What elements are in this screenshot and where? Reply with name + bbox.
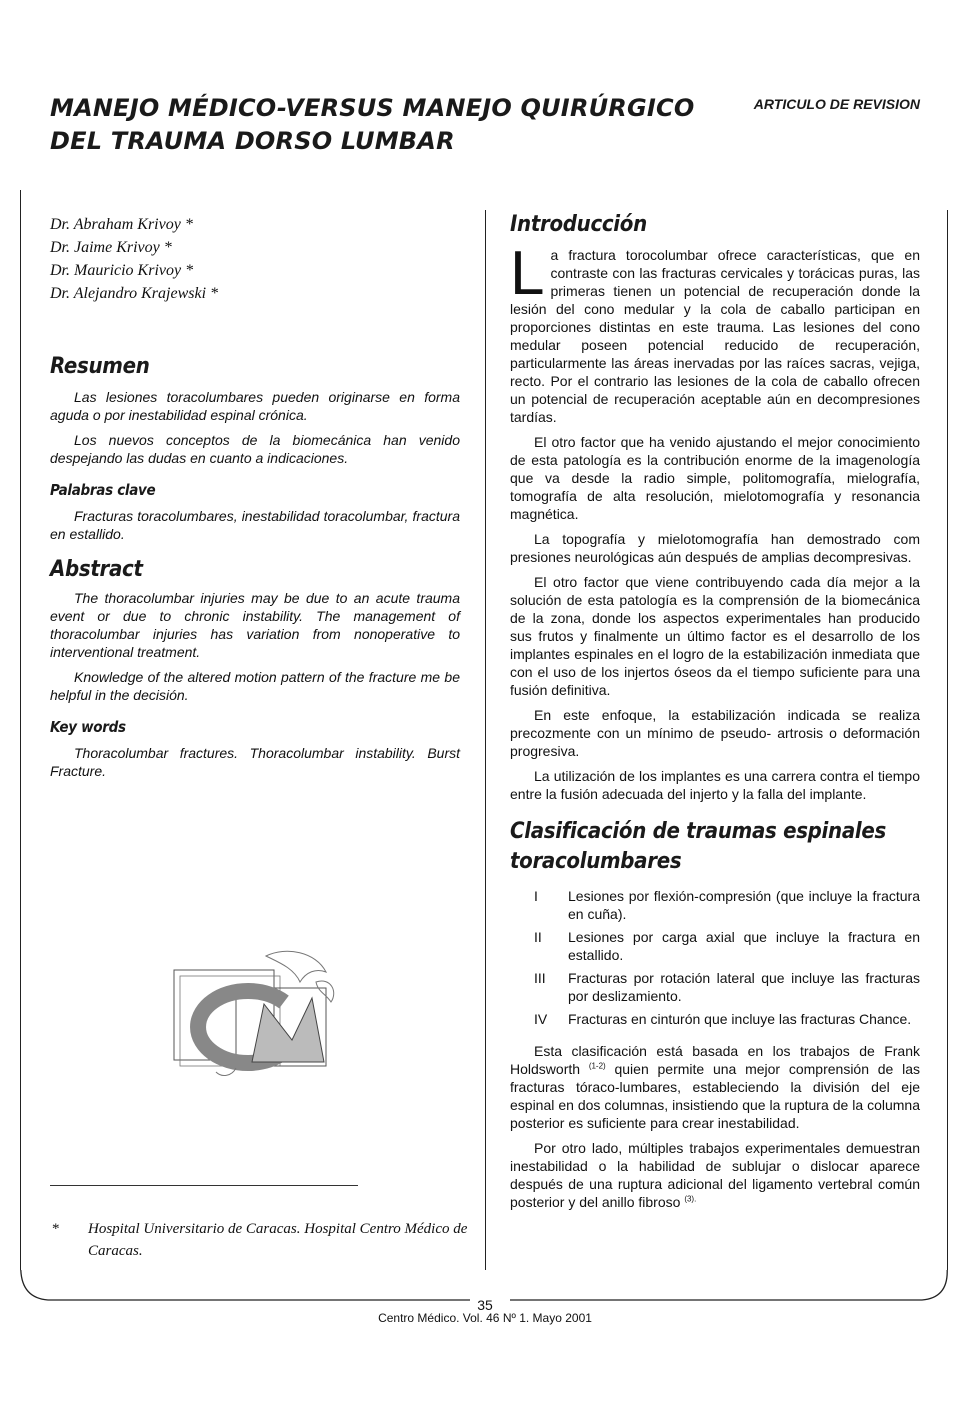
introduccion-paragraph: El otro factor que viene contribuyendo cada día mejor a la solución de esta patología es la comprensión de la biomecánica de la zona, donde los aspectos experimentales han producido sus frutos y finalmente un último factor es el desarrollo de los implantes espinales en el logro de la estabilización inmediata que con el uso de los injertos óseos da el tiempo suficiente para una fusión definitiva. (510, 574, 920, 698)
author-list (50, 213, 218, 305)
introduccion-paragraph: La topografía y mielotomografía han demostrado com presiones neurológicas aún después de amplias decompresivas. (510, 531, 920, 565)
abstract-heading: Abstract (50, 557, 143, 582)
clasificacion-heading-line-2: toracolumbares (510, 849, 682, 874)
list-item-text: Fracturas por rotación lateral que incluye las fracturas por deslizamiento. (568, 970, 920, 1004)
footnote-marker: * (52, 1221, 60, 1237)
author: Dr. Jaime Krivoy * (50, 239, 172, 256)
footnote-rule (50, 1185, 358, 1186)
introduccion-heading: Introducción (510, 212, 647, 237)
introduccion-paragraph (510, 239, 920, 426)
article-title-line-2: DEL TRAUMA DORSO LUMBAR (50, 127, 455, 155)
clasificacion-paragraph-text: Por otro lado, múltiples trabajos experimentales demuestran inestabilidad o la habilidad de sublujar o dislocar aparece después de una ruptura adicional del ligamento vertebral común posterior y del anillo fibroso (510, 1140, 920, 1210)
introduccion-paragraph: El otro factor que ha venido ajustando el mejor conocimiento de esta patología es la contribución enorme de la imagenología que va desde la radio simple, politomografía, mielografía, tomografía de alta resolución, mielotomografía y resonancia magnética. (510, 434, 920, 522)
clasificacion-heading (510, 817, 920, 877)
key-words-text: Thoracolumbar fractures. Thoracolumbar instability. Burst Fracture. (50, 745, 460, 779)
left-column (50, 352, 460, 787)
list-item-number: IV (534, 1011, 548, 1027)
citation-ref: (3). (684, 1194, 697, 1204)
footnote (52, 1218, 472, 1262)
list-item (510, 969, 920, 1005)
list-item-text: Lesiones por flexión-compresión (que incluye la fractura en cuña). (568, 888, 920, 922)
list-item-text: Fracturas en cinturón que incluye las fracturas Chance. (568, 1011, 912, 1027)
clasificacion-paragraph (510, 1139, 920, 1211)
abstract-paragraph: Knowledge of the altered motion pattern of the fracture me be helpful in the decisión. (50, 669, 460, 703)
resumen-paragraph: Las lesiones toracolumbares pueden originarse en forma aguda o por inestabilidad espinal crónica. (50, 389, 460, 423)
page-number: 35 (477, 1297, 493, 1313)
citation-ref: (1-2) (588, 1061, 606, 1071)
classification-list (510, 887, 920, 1028)
introduccion-paragraph: En este enfoque, la estabilización indicada se realiza precozmente con un mínimo de pseudo- artrosis o deformación progresiva. (510, 707, 920, 759)
column-divider (485, 210, 486, 1270)
journal-citation: Centro Médico. Vol. 46 Nº 1. Mayo 2001 (378, 1311, 592, 1325)
list-item-number: II (534, 929, 542, 945)
drop-cap: L (510, 239, 545, 308)
resumen-paragraph: Los nuevos conceptos de la biomecánica han venido despejando las dudas en cuanto a indicaciones. (50, 432, 460, 466)
list-item (510, 1010, 920, 1028)
list-item (510, 928, 920, 964)
right-column (510, 210, 920, 1218)
key-words-heading: Key words (50, 718, 126, 736)
clasificacion-paragraph-text: quien permite una mejor comprensión de las fracturas tóraco-lumbares, estableciendo la división del eje espinal en dos columnas, insistiendo que la ruptura de la columna posterior es suficiente para crear inestabilidad. (510, 1061, 921, 1131)
introduccion-paragraph: La utilización de los implantes es una carrera contra el tiempo entre la fusión adecuada del injerto y la falla del implante. (510, 768, 920, 802)
list-item-number: III (534, 970, 546, 986)
clasificacion-heading-line-1: Clasificación de traumas espinales (510, 819, 886, 844)
palabras-clave-text: Fracturas toracolumbares, inestabilidad toracolumbar, fractura en estallido. (50, 508, 460, 542)
introduccion-paragraph-text: a fractura torocolumbar ofrece características, que en contraste con las fracturas cervicales y torácicas puras, las primeras tienen un potencial de recuperación donde la lesión del cono medular y la cola de caballo participan en proporciones distintas en este trauma. Las lesiones del cono medular poseen potencial reducido de recuperación, particularmente las áreas inervadas por las raíces sacras, vejiga, recto. Por el contrario las lesiones de la cola de caballo ofrecen un potencial de recuperación aceptable aún en decompresiones tardías. (510, 247, 920, 425)
clasificacion-paragraph-text: Esta clasificación está basada en los trabajos de Frank Holdsworth (510, 1043, 920, 1077)
abstract-paragraph: The thoracolumbar injuries may be due to an acute trauma event or due to chronic instability. The management of thoracolumbar injuries has variation from nonoperative to interventional treatment. (50, 590, 460, 660)
list-item-number: I (534, 888, 538, 904)
author: Dr. Abraham Krivoy * (50, 216, 193, 233)
list-item-text: Lesiones por carga axial que incluye la fractura en estallido. (568, 929, 920, 963)
resumen-heading: Resumen (50, 354, 150, 379)
author: Dr. Mauricio Krivoy * (50, 262, 194, 279)
article-title-line-1: MANEJO MÉDICO-VERSUS MANEJO QUIRÚRGICO (50, 94, 695, 122)
section-tag: ARTICULO DE REVISION (753, 96, 920, 112)
list-item (510, 887, 920, 923)
author: Dr. Alejandro Krajewski * (50, 285, 219, 302)
palabras-clave-heading: Palabras clave (50, 481, 156, 499)
centro-medico-logo-icon (166, 942, 346, 1082)
clasificacion-paragraph (510, 1042, 920, 1132)
left-frame-line (20, 190, 21, 1270)
footnote-text: Hospital Universitario de Caracas. Hospital Centro Médico de Caracas. (88, 1221, 468, 1259)
right-frame-line (947, 210, 948, 1270)
article-title (50, 92, 700, 158)
